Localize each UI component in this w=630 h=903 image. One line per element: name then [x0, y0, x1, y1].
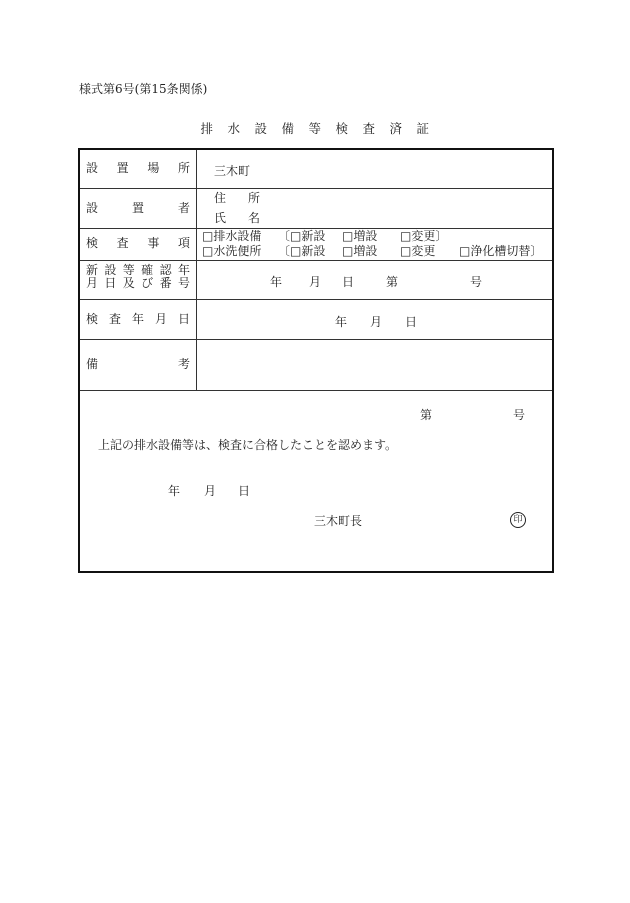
toilet-option-new: 〔□新設 [278, 244, 326, 258]
inspection-date-label [86, 313, 190, 326]
checkbox-flush-toilet: □水洗便所 [202, 244, 262, 258]
toilet-option-expand: □増設 [342, 244, 378, 258]
name-label-text: 氏 名 [214, 211, 260, 225]
approval-number-prefix: 第 [386, 275, 399, 289]
toilet-option-change: □変更 [400, 244, 436, 258]
row-divider [80, 260, 552, 261]
location-label [86, 162, 190, 175]
inspection-date-label-text: 検 査 年 月 日 [86, 312, 190, 326]
document-title: 排水設備等検査済証 [200, 121, 444, 136]
approval-number-suffix: 号 [470, 275, 483, 289]
sewage-option-change: □変更〕 [400, 229, 448, 243]
certificate-statement: 上記の排水設備等は、検査に合格したことを認めます。 [98, 438, 398, 452]
installer-label-text: 設 置 者 [86, 201, 190, 215]
inspection-item-sewage [202, 229, 261, 244]
checkbox-sewage-facility: □排水設備 [202, 229, 262, 243]
installer-label [86, 202, 190, 215]
location-label-text: 設 置 場 所 [86, 161, 190, 175]
address-label-text: 住 所 [214, 191, 260, 205]
official-seal-mark [510, 511, 526, 528]
row-divider [80, 390, 552, 391]
issue-year: 年 [168, 484, 181, 498]
certificate-number-prefix: 第 [420, 408, 433, 422]
approval-label-line1: 新 設 等 確 認 年 [86, 263, 190, 277]
remarks-label-text: 備 考 [86, 357, 190, 371]
sewage-option-expand: □増設 [342, 229, 378, 243]
inspection-items-label [86, 237, 190, 250]
name-label [214, 212, 262, 225]
toilet-option-septic: □浄化槽切替〕 [459, 244, 543, 258]
approval-day: 日 [342, 275, 355, 289]
approval-year: 年 [270, 275, 283, 289]
issue-month: 月 [204, 484, 217, 498]
certificate-number-suffix: 号 [513, 408, 526, 422]
row-divider [80, 339, 552, 340]
inspection-month: 月 [370, 315, 383, 329]
approval-label-line2: 月 日 及 び 番 号 [86, 276, 190, 290]
sewage-option-new: 〔□新設 [278, 229, 326, 243]
seal-icon: 印 [510, 512, 526, 528]
address-label [214, 192, 262, 205]
remarks-label [86, 358, 190, 371]
issue-day: 日 [238, 484, 251, 498]
certificate-table [78, 148, 554, 573]
approval-month: 月 [309, 275, 322, 289]
approval-label [86, 264, 190, 290]
row-divider [80, 299, 552, 300]
inspection-year: 年 [335, 315, 348, 329]
inspection-day: 日 [405, 315, 418, 329]
issuer-title: 三木町長 [314, 514, 363, 528]
inspection-item-toilet [202, 244, 261, 259]
row-divider [80, 188, 552, 189]
form-code: 様式第6号(第15条関係) [79, 82, 208, 96]
column-divider [196, 150, 197, 390]
location-value: 三木町 [214, 164, 251, 178]
inspection-items-label-text: 検 査 事 項 [86, 236, 190, 250]
